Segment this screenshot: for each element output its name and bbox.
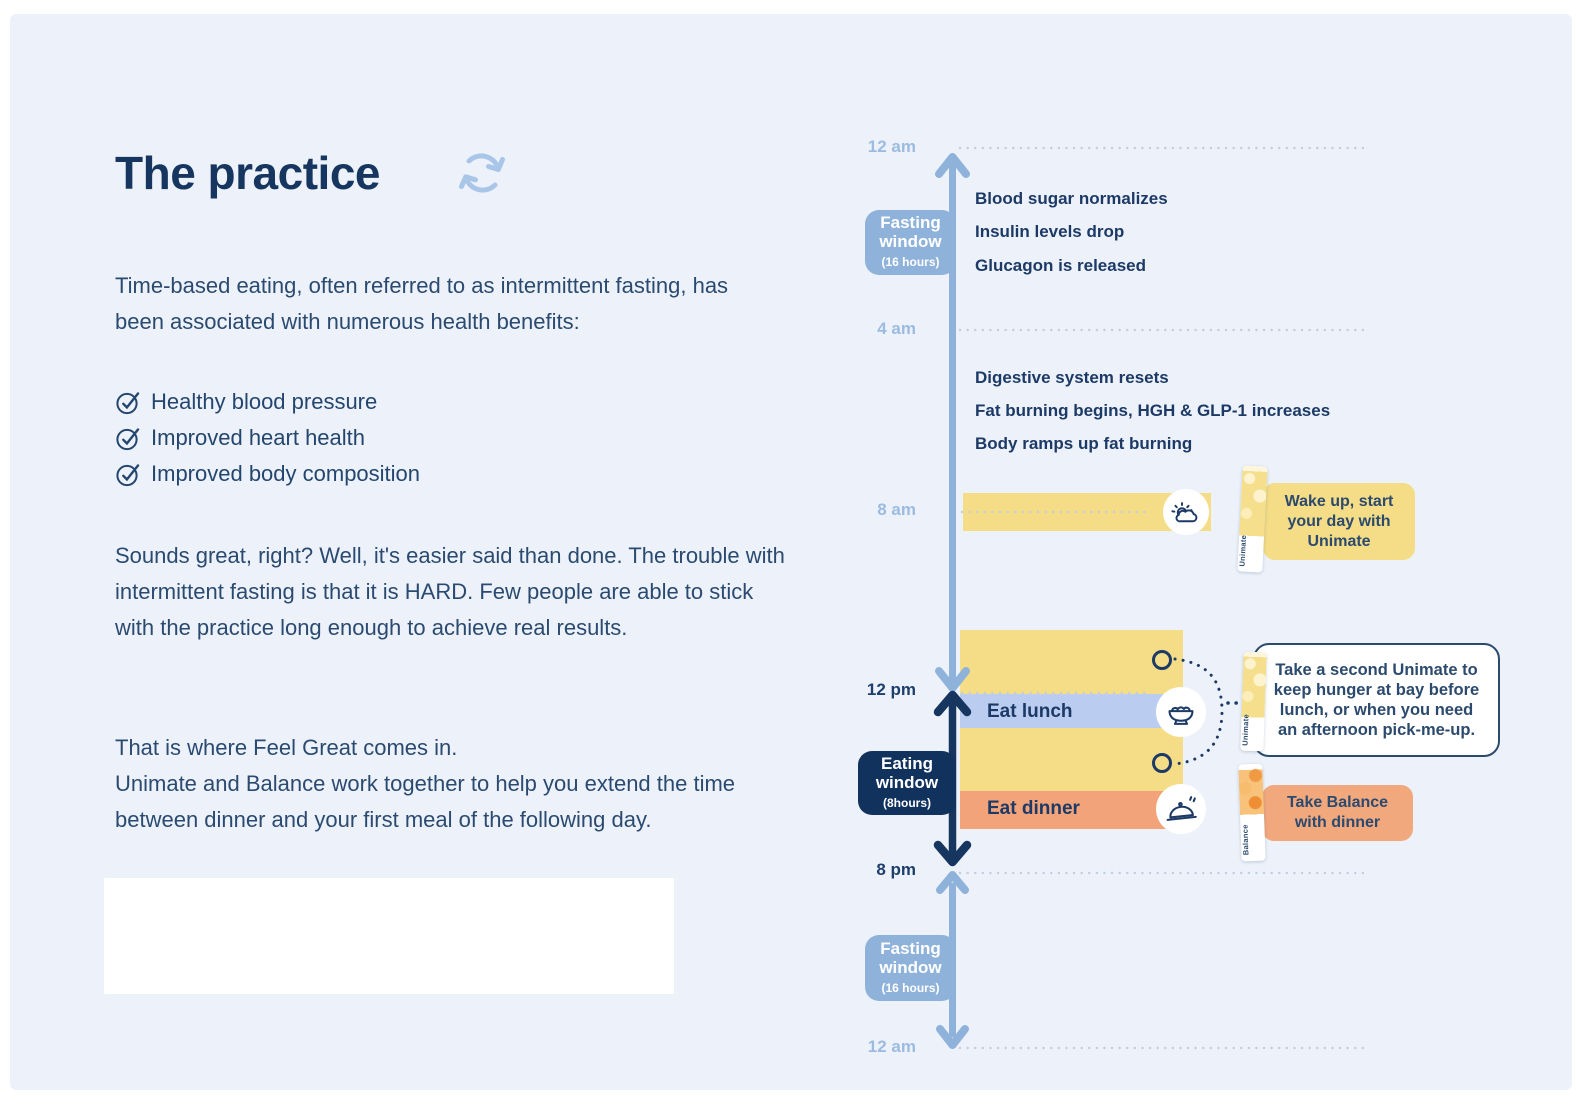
benefit-item [115,420,420,456]
solution-line-1: That is where Feel Great comes in. [115,735,458,760]
blank-white-box [104,878,674,994]
benefits-list [115,384,420,492]
benefit-item [115,456,420,492]
badge-hours: (8hours) [883,795,931,810]
fasting-effect-late: Digestive system resets [975,368,1169,387]
fasting-effect: Insulin levels drop [975,222,1125,241]
wake-up-callout: Wake up, start your day with Unimate [1263,483,1415,560]
balance-packet-label: Balance [1240,824,1251,856]
benefit-label: Improved body composition [151,461,421,486]
fasting-effect-late: Body ramps up fat burning [975,434,1193,453]
take-balance-callout: Take Balance with dinner [1262,785,1413,841]
badge-line: window [879,232,942,251]
badge-line: window [879,957,942,977]
badge-hours: (16 hours) [881,980,940,995]
time-label-12pm: 12 pm [866,680,916,699]
eat-dinner-label: Eat dinner [987,798,1080,819]
badge-line: window [875,772,939,792]
cycle-icon [453,147,511,199]
unimate-packet-label: Unimate [1237,534,1249,567]
lunch-bowl-icon [1164,697,1198,727]
badge-hours: (16 hours) [881,255,940,269]
solution-paragraph [115,730,795,838]
solution-line-2: Unimate and Balance work together to help you extend the time between dinner and your first meal of the following day. [115,771,736,832]
benefit-label: Improved heart health [151,425,366,450]
benefit-item [115,384,420,420]
fasting-window-badge-top [865,210,956,275]
unimate-packet-label: Unimate [1240,713,1251,746]
unimate-packet [1240,652,1266,752]
time-label-8pm: 8 pm [876,860,916,879]
badge-line: Fasting [880,213,941,232]
dinner-circle [1156,784,1206,834]
time-label-12am-top: 12 am [867,137,916,156]
badge-line: Fasting [880,938,941,958]
check-icon [115,425,142,452]
eat-lunch-label: Eat lunch [987,701,1073,722]
check-icon [115,461,142,488]
eating-window-badge [858,751,956,815]
sunrise-circle [1163,489,1209,535]
dinner-cloche-icon [1163,794,1199,824]
check-icon [115,389,142,416]
fasting-window-badge-bottom [865,935,956,1001]
difficulty-paragraph: Sounds great, right? Well, it's easier said than done. The trouble with intermittent fasting is that it is HARD. Few people are able to stick with the practice long enough to achieve real results. [115,543,785,640]
time-label-12am-bottom: 12 am [867,1037,916,1056]
fasting-effect: Glucagon is released [975,256,1147,275]
badge-line: Eating [881,753,933,773]
time-label-8am: 8 am [877,500,916,519]
fasting-effect: Blood sugar normalizes [975,189,1168,208]
time-label-4am: 4 am [877,319,916,338]
sunrise-icon [1170,499,1202,526]
second-unimate-callout: Take a second Unimate to keep hunger at bay before lunch, or when you need an afternoon pick-me-up. [1253,643,1500,757]
page-title: The practice [115,147,380,199]
balance-packet [1238,764,1265,862]
fasting-effect-late: Fat burning begins, HGH & GLP-1 increases [975,401,1331,420]
lunch-circle [1156,687,1206,737]
intro-paragraph: Time-based eating, often referred to as intermittent fasting, has been associated with numerous health benefits: [115,273,729,334]
benefit-label: Healthy blood pressure [151,389,378,414]
